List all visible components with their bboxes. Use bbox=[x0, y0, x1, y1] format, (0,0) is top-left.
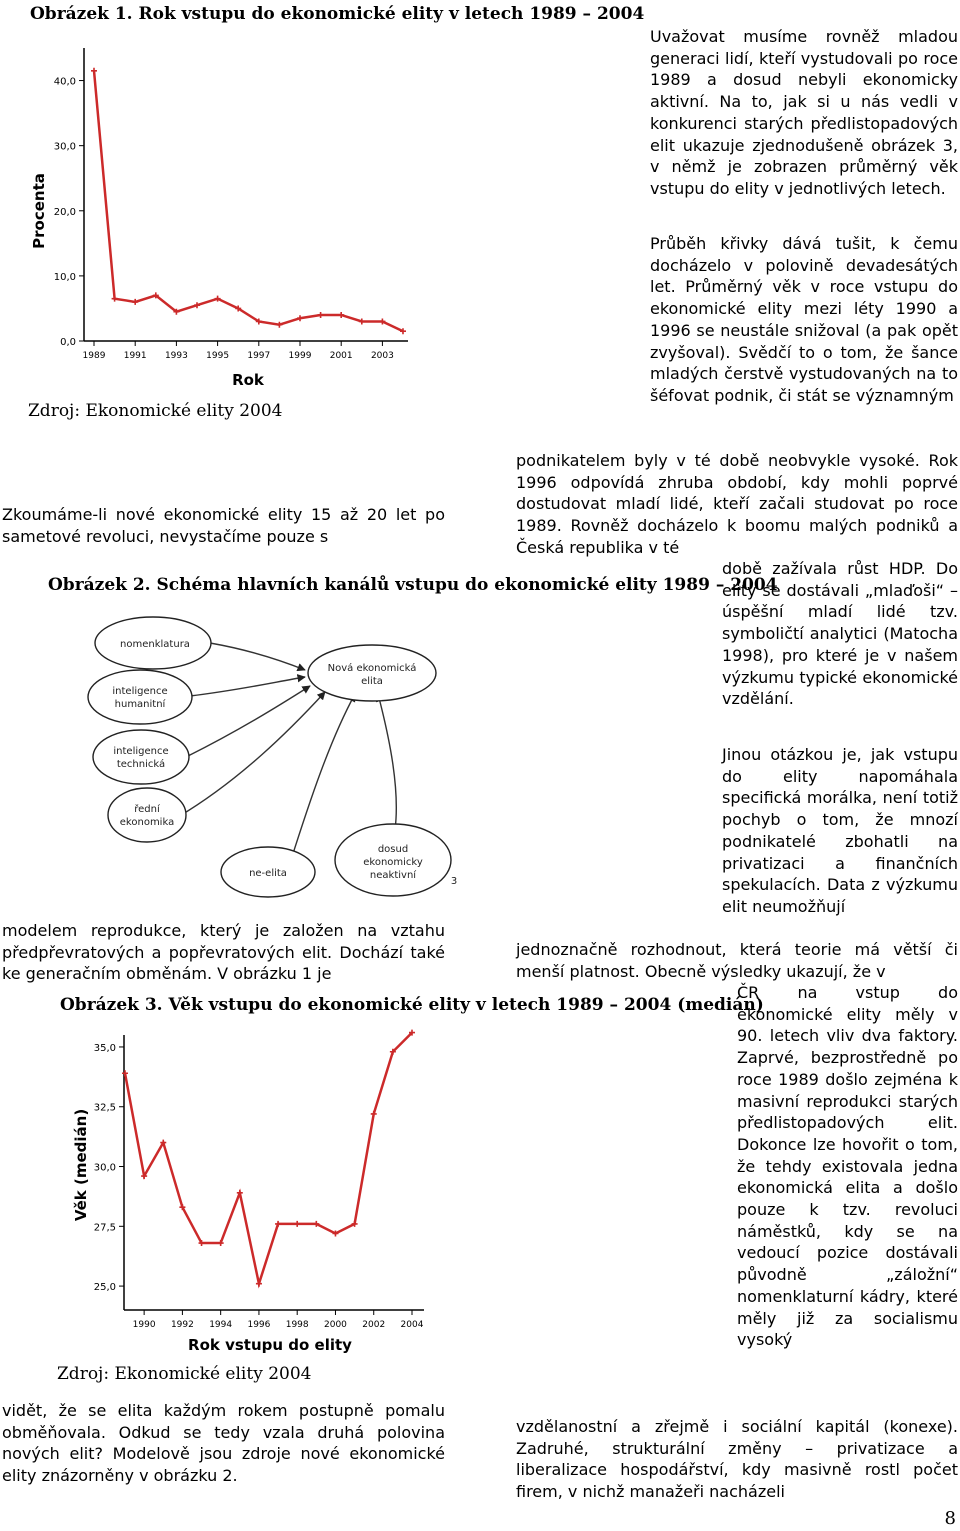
figure3-ylabel: Věk (medián) bbox=[72, 1108, 90, 1222]
figure1-ytick-label: 10,0 bbox=[53, 271, 76, 283]
node-label: řední bbox=[134, 804, 160, 815]
figure3-chart bbox=[70, 1020, 510, 1365]
figure1-xtick-label: 2003 bbox=[370, 351, 394, 361]
figure3-xtick-label: 1998 bbox=[285, 1320, 309, 1330]
figure1-data-point bbox=[91, 68, 97, 74]
node-inteligence-technicka bbox=[93, 730, 189, 784]
figure2-marker: 3 bbox=[450, 876, 458, 887]
wide-paragraph-3: vzdělanostní a zřejmě i sociální kapitál (konexe). Zadruhé, strukturální změny – privatizace a liberalizace hospodářství, kdy masivně rostl počet firem, v nichž manažeři nacházeli bbox=[516, 1417, 958, 1502]
figure3-ytick-label: 35,0 bbox=[93, 1042, 116, 1054]
figure1-xtick-label: 1991 bbox=[123, 351, 147, 361]
arrow-intel-hum bbox=[190, 677, 305, 696]
arrow-nomenklatura bbox=[210, 643, 305, 670]
node-inteligence-humanitni bbox=[88, 670, 192, 724]
right-paragraph-1: Uvažovat musíme rovněž mladou generaci lidí, kteří vystudovali po roce 1989 a dosud nebyli ekonomicky aktivní. Na to, jak si u nás vedli v konkurenci starých předlistopadových elit ukazuje zjednodušeně obrázek 3, v němž je zobrazen průměrný věk vstupu do elity v jednotlivých letech. bbox=[650, 27, 958, 198]
figure3-xtick-label: 1994 bbox=[209, 1320, 233, 1330]
arrow-dosud bbox=[378, 694, 396, 830]
node-label: neaktivní bbox=[369, 870, 417, 881]
figure3-xtick-label: 1992 bbox=[170, 1320, 194, 1330]
figure1-ylabel: Procenta bbox=[30, 173, 48, 249]
node-label: nomenklatura bbox=[120, 639, 190, 650]
node-label: ekonomika bbox=[119, 817, 175, 828]
figure1-ytick-label: 40,0 bbox=[53, 76, 76, 88]
figure3-xlabel: Rok vstupu do elity bbox=[188, 1336, 352, 1354]
figure1-data-point bbox=[338, 312, 344, 318]
figure3-source: Zdroj: Ekonomické elity 2004 bbox=[57, 1364, 312, 1384]
figure1-series-line bbox=[94, 71, 403, 331]
figure1-title: Obrázek 1. Rok vstupu do ekonomické elity v letech 1989 – 2004 bbox=[30, 4, 645, 24]
figure3-xtick-label: 1996 bbox=[247, 1320, 271, 1330]
figure1-ytick-label: 0,0 bbox=[60, 337, 76, 348]
figure1-ytick-label: 30,0 bbox=[53, 141, 76, 153]
figure1-xlabel: Rok bbox=[232, 371, 264, 389]
figure3-data-point bbox=[275, 1221, 281, 1227]
figure1-data-point bbox=[194, 302, 200, 308]
right-paragraph-2: Průběh křivky dává tušit, k čemu docházelo v polovině devadesátých let. Průměrný věk v roce vstupu do ekonomické elity mezi léty 1990 a 1996 se neustále snižoval (a pak opět zvyšoval). Svědčí to o tom, že šance mladých čerstvě vystudovaných na to šéfovat podnik, či stát se významným bbox=[650, 234, 958, 405]
arrow-redni bbox=[178, 692, 325, 817]
figure1-source: Zdroj: Ekonomické elity 2004 bbox=[28, 401, 283, 421]
figure1-xtick-label: 1989 bbox=[82, 351, 106, 361]
wide-paragraph-1: podnikatelem byly v té době neobvykle vysoké. Rok 1996 odpovídá zhruba období, kdy mohli poprvé dostudovat mladí lidé, kteří začali studovat po roce 1989. Rovněž docházelo k boomu malých podniků a Česká republika v té bbox=[516, 451, 958, 557]
node-redni-ekonomika bbox=[108, 788, 186, 842]
figure1-xtick-label: 2001 bbox=[329, 351, 353, 361]
figure3-data-point bbox=[122, 1070, 128, 1076]
left-paragraph-1: Zkoumáme-li nové ekonomické elity 15 až 20 let po sametové revoluci, nevystačíme pouze s bbox=[2, 505, 445, 546]
figure1-data-point bbox=[297, 315, 303, 321]
left-paragraph-2: modelem reprodukce, který je založen na vztahu předpřevratových a popřevratových elit. Dochází také ke generačním obměnám. V obrázku 1 je bbox=[2, 921, 445, 984]
figure3-xtick-label: 1990 bbox=[132, 1320, 156, 1330]
figure1-xtick-label: 1993 bbox=[164, 351, 188, 361]
figure3-xtick-label: 2002 bbox=[362, 1320, 386, 1330]
figure1-data-point bbox=[276, 322, 282, 328]
figure1-ytick-label: 20,0 bbox=[53, 206, 76, 218]
figure2-diagram bbox=[0, 600, 480, 920]
page-number: 8 bbox=[944, 1508, 956, 1529]
arrow-intel-tech bbox=[188, 686, 310, 756]
figure1-data-point bbox=[359, 318, 365, 324]
figure3-ytick-label: 30,0 bbox=[93, 1162, 116, 1174]
node-label: ekonomicky bbox=[363, 857, 423, 868]
right-paragraph-5: ČR na vstup do ekonomické elity měly v 90. letech vliv dva faktory. Zaprvé, bezprostředně po roce 1989 došlo zejména k masivní reprodukci starých předlistopadových elit. Dokonce lze hovořit o tom, že tehdy existovala jedna ekonomická elita a došlo pouze k tzv. revoluci náměstků, kdy se na vedoucí pozice dostávali původně „záložní“ nomenklaturní kádry, které měly již za socialismu vysoký bbox=[737, 983, 958, 1350]
figure3-data-point bbox=[294, 1221, 300, 1227]
figure3-series-line bbox=[125, 1033, 412, 1284]
figure1-xtick-label: 1995 bbox=[206, 351, 230, 361]
figure3-ytick-label: 27,5 bbox=[93, 1222, 116, 1234]
figure1-xtick-label: 1997 bbox=[247, 351, 271, 361]
node-label: elita bbox=[361, 676, 383, 687]
figure3-title: Obrázek 3. Věk vstupu do ekonomické elity v letech 1989 – 2004 (medián) bbox=[60, 995, 764, 1015]
figure3-data-point bbox=[256, 1281, 262, 1287]
node-label: Nová ekonomická bbox=[327, 663, 417, 674]
node-label: inteligence bbox=[113, 746, 169, 757]
figure3-ytick-label: 25,0 bbox=[93, 1282, 116, 1294]
figure1-xtick-label: 1999 bbox=[288, 351, 312, 361]
figure2-title: Obrázek 2. Schéma hlavních kanálů vstupu do ekonomické elity 1989 – 2004 bbox=[48, 575, 778, 595]
left-paragraph-3: vidět, že se elita každým rokem postupně pomalu obměňovala. Odkud se tedy vzala druhá polovina nových elit? Modelově jsou zdroje nové ekonomické elity znázorněny v obrázku 2. bbox=[2, 1401, 445, 1486]
figure1-data-point bbox=[112, 296, 118, 302]
figure3-ytick-label: 32,5 bbox=[93, 1102, 116, 1114]
node-label: humanitní bbox=[114, 699, 166, 710]
figure3-data-point bbox=[371, 1111, 377, 1117]
figure1-chart bbox=[28, 28, 468, 408]
wide-paragraph-2: jednoznačně rozhodnout, která teorie má větší či menší platnost. Obecně výsledky ukazují, že v bbox=[516, 940, 958, 981]
figure3-xtick-label: 2000 bbox=[324, 1320, 347, 1330]
right-paragraph-3: době zažívala růst HDP. Do elity se dostávali „mlaďoši“ – úspěšní mladí lidé tzv. symboličtí analytici (Matocha 1998), pro které je v našem výzkumu typické ekonomické vzdělání. bbox=[722, 559, 958, 709]
node-label: technická bbox=[116, 759, 166, 770]
node-label: ne-elita bbox=[249, 868, 287, 879]
right-paragraph-4: Jinou otázkou je, jak vstupu do elity napomáhala specifická morálka, není totiž pochyb o tom, že mnozí podnikatelé zbohatli na privatizaci a finančních spekulacích. Data z výzkumu elit neumožňují bbox=[722, 745, 958, 916]
figure3-xtick-label: 2004 bbox=[400, 1320, 424, 1330]
figure1-data-point bbox=[318, 312, 324, 318]
figure1-data-point bbox=[132, 299, 138, 305]
node-label: inteligence bbox=[112, 686, 168, 697]
node-label: dosud bbox=[377, 844, 409, 855]
